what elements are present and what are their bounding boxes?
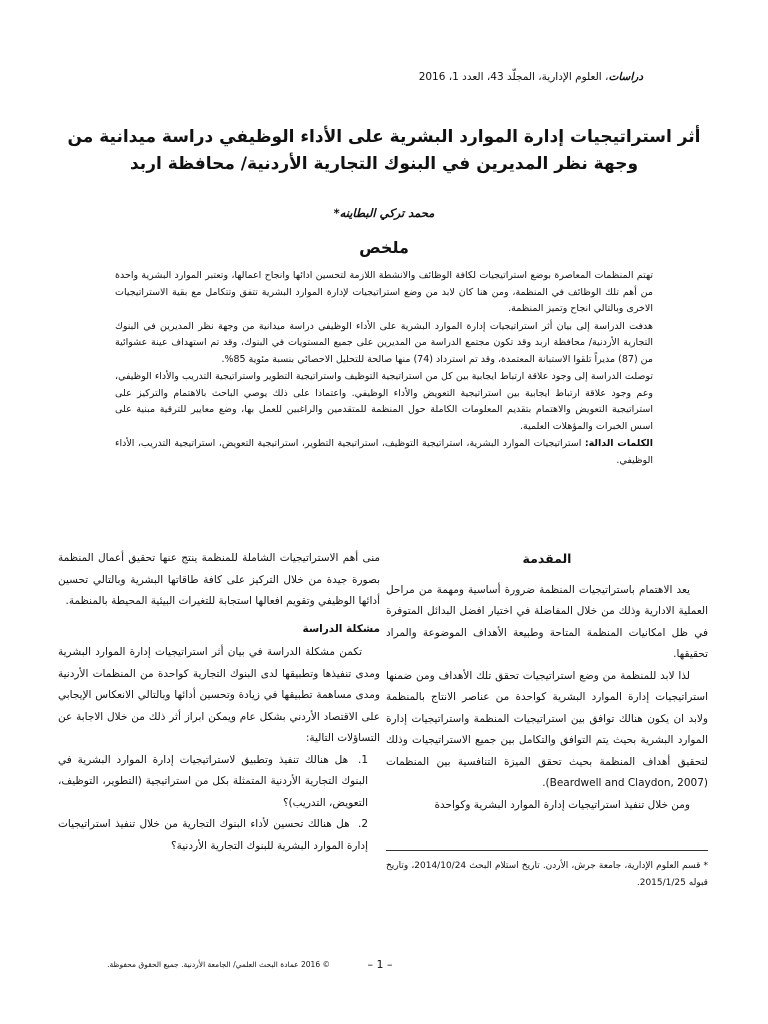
abstract-paragraph: تهتم المنظمات المعاصرة بوضع استراتيجيات لكافة الوظائف والانشطة اللازمة لتحسين ادائها وانجاح اعمالها، وتعتبر الموارد البشرية واحدة من أهم تلك الوظائف في المنظمة، ومن هنا كان لابد من وضع استراتيجيات لإدارة الموارد البشرية تتفق وتتكامل مع بقية الاستراتيجيات الاخرى وبالتالي انجاح وتميز المنظمة. <box>115 270 653 314</box>
copyright-notice: © 2016 عمادة البحث العلمي/ الجامعة الأردنية. جميع الحقوق محفوظة. <box>107 960 330 969</box>
abstract-heading: ملخص <box>359 238 409 257</box>
keywords-label: الكلمات الدالة: <box>584 438 653 449</box>
intro-paragraph: لذا لابد للمنظمة من وضع استراتيجيات تحقق تلك الأهداف ومن ضمنها استراتيجيات إدارة الموارد البشرية كواحدة من عناصر الانتاج بالمنظمة ولابد ان يكون هنالك توافق بين استراتيجيات المنظمة واستراتيجيات إدارة الموارد البشرية بحيث يتم التوافق والتكامل بين جميع الاستراتيجيات وذلك لتحقيق أهداف المنظمة بحيث تحقق الميزة التنافسية بين المنظمات (Beardwell and Claydon, 2007). <box>386 669 708 789</box>
paper-title: أثر استراتيجيات إدارة الموارد البشرية على الأداء الوظيفي دراسة ميدانية من وجهة نظر المديرين في البنوك التجارية الأردنية/ محافظة اربد <box>67 127 701 174</box>
abstract-paragraph: هدفت الدراسة إلى بيان أثر استراتيجيات إدارة الموارد البشرية على الأداء الوظيفي دراسة ميدانية من وجهة نظر المديرين في البنوك التجارية الأردنية/ محافظة اربد وقد تكون مجتمع الدراسة من المديرين على جميع المستويات في البنوك، وقد تم استهداف عينة عشوائية من (87) مديراً تلقوا الاستبانة المعتمدة، وقد تم استرداد (74) منها صالحة للتحليل الاحصائي بنسبة مئوية 85%. <box>115 320 653 365</box>
intro-paragraph: يعد الاهتمام باستراتيجيات المنظمة ضرورة أساسية ومهمة من مراحل العملية الادارية وذلك من خلال المفاضلة في اختيار افضل البدائل المتوفرة في ظل امكانيات المنظمة المتاحة وطبيعة الأهداف الموضوعة والمراد تحقيقها. <box>386 583 708 660</box>
right-column <box>386 548 708 816</box>
keywords <box>115 436 653 469</box>
abstract-body <box>115 268 653 470</box>
continued-paragraph: منى أهم الاستراتيجيات الشاملة للمنظمة ينتج عنها تحقيق أعمال المنظمة بصورة جيدة من خلال التركيز على كافة طاقاتها البشرية وبالتالي تحسين أدائها الوظيفي وتقويم افعالها استجابة للتغيرات البيئية المحيطة بالمنظمة. <box>58 552 380 607</box>
journal-name: دراسات <box>608 71 643 83</box>
list-item <box>58 814 368 857</box>
issue-info: ، العلوم الإدارية، المجلّد 43، العدد 1، 2016 <box>418 71 609 83</box>
author-name: محمد تركي البطاينه* <box>333 206 435 220</box>
footnote-divider <box>386 850 708 851</box>
list-item <box>58 750 368 815</box>
intro-heading: المقدمة <box>522 551 572 566</box>
list-number: 2. <box>357 818 368 830</box>
list-text: هل هنالك تنفيذ وتطبيق لاستراتيجيات إدارة الموارد البشرية في البنوك التجارية الأردنية المتمثلة بكل من استراتيجية (التطوير، التوظيف، التعويض، التدريب)؟ <box>58 753 368 809</box>
list-text: هل هنالك تحسين لأداء البنوك التجارية من خلال تنفيذ استراتيجيات إدارة الموارد البشرية للبنوك التجارية الأردنية؟ <box>58 818 368 852</box>
abstract-paragraph: توصلت الدراسة إلى وجود علاقة ارتباط ايجابية بين كل من استراتيجية التوظيف واستراتيجية التطوير واستراتيجية التدريب والأداء الوظيفي، وعم وجود علاقة ارتباط ايجابية بين استراتيجية التعويض والأداء الوظيفي. واعتمادا على ذلك يوصي الباحث بالاهتمام والتركيز على استراتيجية التعويض والاهتمام بتقديم المعلومات الكاملة حول المنظمة للمتقدمين والراغبين للعمل بها، وضع معايير للترقية مبنية على اسس الخبرات والمؤهلات العلمية. <box>115 371 653 432</box>
keywords-text: استراتيجيات الموارد البشرية، استراتيجية التوظيف، استراتيجية التطوير، استراتيجية التعويض، استراتيجية التدريب، الأداء الوظيفي. <box>115 438 653 466</box>
intro-paragraph: ومن خلال تنفيذ استراتيجيات إدارة الموارد البشرية وكواحدة <box>434 798 690 811</box>
problem-paragraph: تكمن مشكلة الدراسة في بيان أثر استراتيجيات إدارة الموارد البشرية ومدى تنفيذها وتطبيقها لدى البنوك التجارية كواحدة من المنظمات الأردنية ومدى مساهمة تطبيقها في زيادة وتحسين أدائها وبالتالي الانعكاس الإيجابي على الاقتصاد الأردني بشكل عام ويمكن ابراز أثر ذلك من خلال الاجابة عن التساؤلات التالية: <box>58 646 380 744</box>
problem-heading: مشكلة الدراسة <box>302 622 380 635</box>
questions-list <box>58 750 380 858</box>
left-column <box>58 548 380 857</box>
list-number: 1. <box>357 753 368 766</box>
footnote: * قسم العلوم الإدارية، جامعة جرش، الأردن. تاريخ استلام البحث 2014/10/24، وتاريخ قبوله 2015/1/25. <box>386 861 708 888</box>
page-number: – 1 – <box>367 958 393 971</box>
running-head <box>123 71 643 83</box>
